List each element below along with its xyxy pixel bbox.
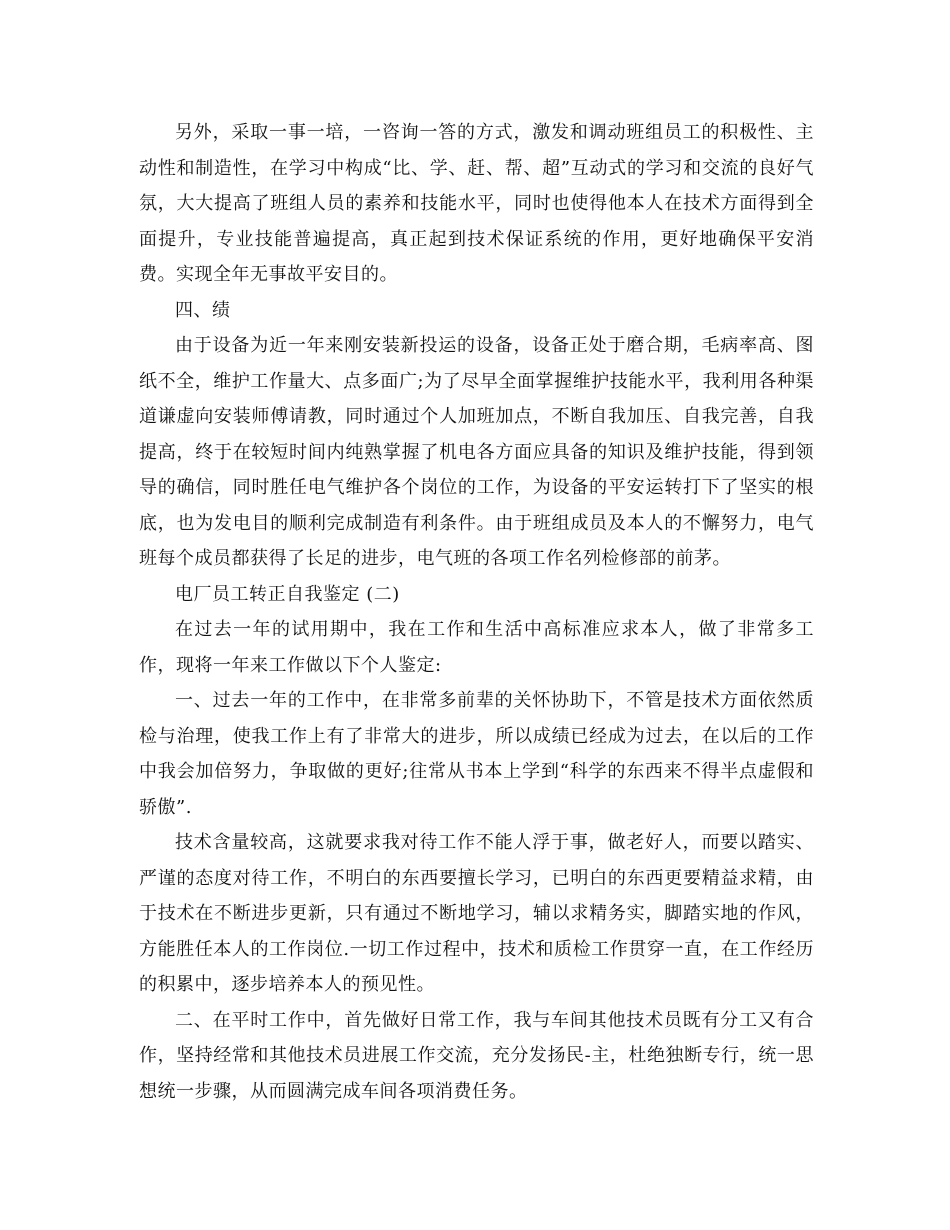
paragraph-probation-intro: 在过去一年的试用期中，我在工作和生活中高标准应求本人，做了非常多工作，现将一年来工作做以下个人鉴定:	[139, 619, 814, 676]
paragraph-training-method: 另外，采取一事一培，一咨询一答的方式，激发和调动班组员工的积极性、主动性和制造性，在学习中构成“比、学、赶、帮、超”互动式的学习和交流的良好气氛，大大提高了班组人员的素养和技能水平，同时也使得他本人在技术方面得到全面提升，专业技能普遍提高，真正起到技术保证系统的作用，更好地确保平安消费。实现全年无事故平安目的。	[139, 122, 814, 285]
paragraph-technical-attitude: 技术含量较高，这就要求我对待工作不能人浮于事，做老好人，而要以踏实、严谨的态度对待工作，不明白的东西要擅长学习，已明白的东西更要精益求精，由于技术在不断进步更新，只有通过不断地学习，辅以求精务实，脚踏实地的作风，方能胜任本人的工作岗位.一切工作过程中，技术和质检工作贯穿一直，在工作经历的积累中，逐步培养本人的预见性。	[139, 832, 814, 995]
document-body	[139, 115, 814, 1109]
paragraph-point-two: 二、在平时工作中，首先做好日常工作，我与车间其他技术员既有分工又有合作，坚持经常和其他技术员进展工作交流，充分发扬民-主，杜绝独断专行，统一思想统一步骤，从而圆满完成车间各项消费任务。	[139, 1009, 814, 1102]
paragraph-equipment-maintenance: 由于设备为近一年来刚安装新投运的设备，设备正处于磨合期，毛病率高、图纸不全，维护工作量大、点多面广;为了尽早全面掌握维护技能水平，我利用各种渠道谦虚向安装师傅请教，同时通过个人加班加点，不断自我加压、自我完善，自我提高，终于在较短时间内纯熟掌握了机电各方面应具备的知识及维护技能，得到领导的确信，同时胜任电气维护各个岗位的工作，为设备的平安运转打下了坚实的根底，也为发电目的顺利完成制造有利条件。由于班组成员及本人的不懈努力，电气班每个成员都获得了长足的进步，电气班的各项工作名列检修部的前茅。	[139, 335, 814, 569]
section-heading-achievements: 四、绩	[175, 299, 231, 321]
article-title-part-two: 电厂员工转正自我鉴定 (二)	[175, 583, 400, 605]
paragraph-point-one: 一、过去一年的工作中，在非常多前辈的关怀协助下，不管是技术方面依然质检与治理，使我工作上有了非常大的进步，所以成绩已经成为过去，在以后的工作中我会加倍努力，争取做的更好;往常从书本上学到“科学的东西来不得半点虚假和骄傲”.	[139, 690, 814, 818]
